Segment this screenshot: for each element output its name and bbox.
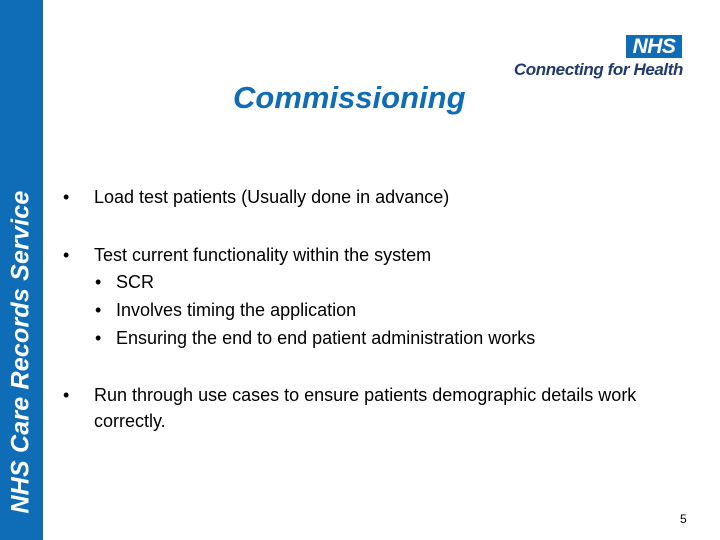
sub-bullet-icon: • — [95, 300, 102, 320]
bullet-list — [58, 184, 678, 466]
sub-bullet-icon: • — [95, 272, 102, 292]
sub-bullet-text: SCR — [116, 272, 155, 292]
bullet-text: Test current functionality within the system — [94, 245, 432, 265]
bullet-item — [58, 382, 678, 434]
bullet-item — [58, 242, 678, 352]
bullet-text: Load test patients (Usually done in advance) — [94, 187, 450, 207]
bullet-icon: • — [63, 187, 70, 207]
nhs-badge: NHS — [626, 35, 682, 58]
sub-bullet-item — [58, 324, 678, 352]
bullet-icon: • — [63, 245, 70, 265]
logo-tagline: Connecting for Health — [513, 60, 683, 79]
page-number: 5 — [680, 512, 687, 526]
sub-bullet-item — [58, 296, 678, 324]
nhs-logo — [494, 35, 688, 79]
sub-bullet-icon: • — [95, 328, 102, 348]
slide-title: Commissioning — [233, 80, 466, 115]
sidebar-label: NHS Care Records Service — [6, 190, 35, 514]
bullet-item — [58, 184, 678, 210]
bullet-text: Run through use cases to ensure patients demographic details work correctly. — [94, 385, 637, 431]
sub-bullet-text: Involves timing the application — [116, 300, 357, 320]
bullet-icon: • — [63, 385, 70, 405]
sub-bullet-item — [58, 268, 678, 296]
sidebar-band — [0, 0, 43, 540]
sub-bullet-text: Ensuring the end to end patient administration works — [116, 328, 536, 348]
